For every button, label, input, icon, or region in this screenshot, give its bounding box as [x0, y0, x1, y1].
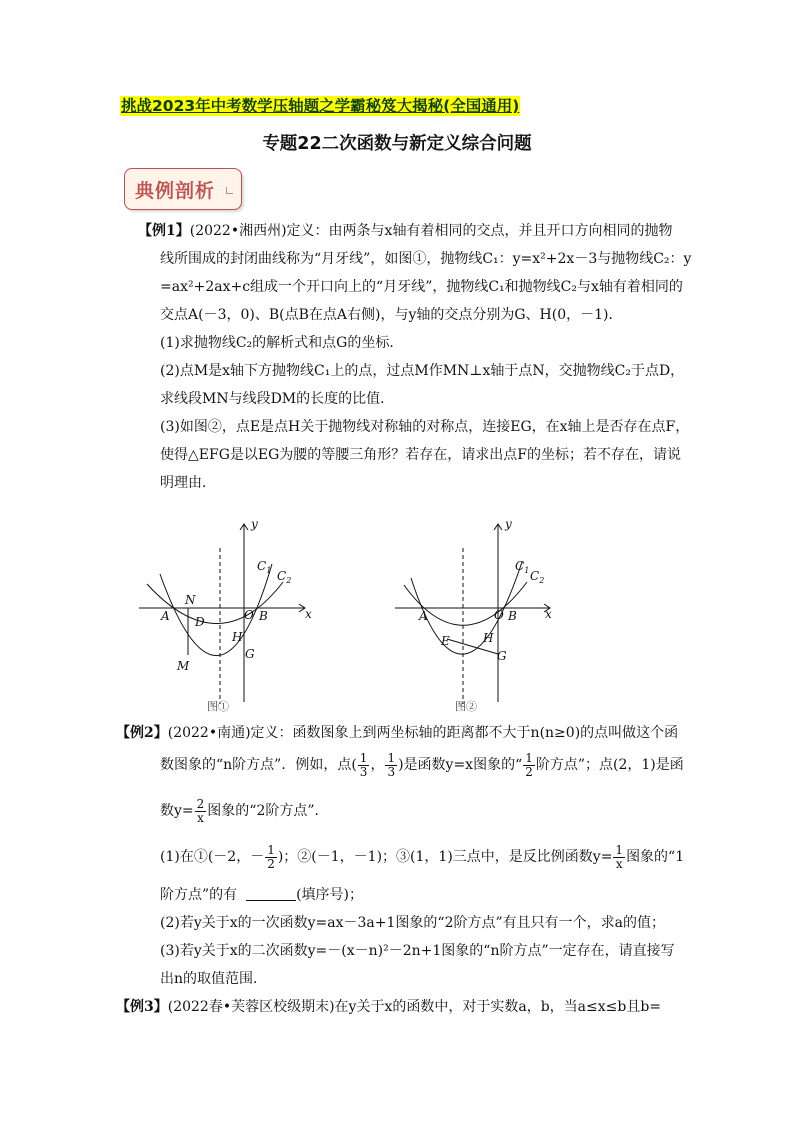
fig1-caption: 图①	[207, 700, 229, 713]
frac-two-over-x	[195, 798, 207, 825]
ex2-question1-cont	[160, 886, 363, 904]
fig1-label-h: H	[232, 630, 243, 644]
ex2-q1-part-a: (1)在①(－2，－	[160, 849, 265, 865]
frac-num: 1	[615, 842, 624, 857]
frac-one-third-b	[385, 752, 397, 779]
ex1-question3b: 使得△EFG是以EG为腰的等腰三角形？若存在，请求出点F的坐标；若不存在，请说	[160, 447, 681, 463]
frac-one-third-a	[358, 752, 370, 779]
fig1-label-c1	[257, 559, 271, 575]
fig1-c2-subscript: 2	[286, 576, 292, 585]
fig1-label-o: O	[244, 608, 254, 622]
ex2-question1	[160, 842, 684, 872]
frac-num: 1	[387, 750, 396, 765]
page-title: 专题22二次函数与新定义综合问题	[262, 134, 532, 154]
fig1-label-n: N	[185, 593, 196, 607]
fig2-label-o: O	[494, 608, 504, 622]
ex1-line3: =ax²+2ax+c组成一个开口向上的“月牙线”，抛物线C₁和抛物线C₂与x轴有着相同的	[160, 279, 683, 295]
fig2-c2-letter: C	[530, 569, 540, 583]
fig2-label-e: E	[441, 634, 450, 648]
figure-2	[395, 512, 560, 717]
fig1-c2-letter: C	[277, 569, 287, 583]
ex2-q1-part-e: (填序号)；	[296, 887, 364, 903]
fig2-c1-subscript: 1	[524, 566, 530, 575]
fig2-label-c2	[530, 569, 544, 585]
figure-1	[135, 512, 320, 717]
ex2-question2: (2)若y关于x的一次函数y=ax－3a+1图象的“2阶方点”有且只有一个，求a的值；	[160, 915, 665, 931]
frac-one-half	[523, 752, 535, 779]
section-badge	[124, 168, 242, 210]
frac-num: 2	[196, 796, 205, 811]
ex3-line1	[116, 998, 661, 1016]
frac-den: 2	[267, 856, 275, 871]
return-mark-icon	[226, 187, 233, 194]
frac-den: x	[615, 856, 623, 871]
ex1-label: 【例1】	[138, 223, 190, 239]
ex2-question3a: (3)若y关于x的二次函数y=－(x－n)²－2n+1图象的“n阶方点”一定存在，请直接写	[160, 943, 675, 959]
fig2-c2-subscript: 2	[539, 576, 545, 585]
fig2-caption: 图②	[455, 700, 477, 713]
ex2-line2-part-d: 阶方点”；点(2，1)是函	[535, 757, 684, 773]
fig2-label-g: G	[497, 649, 507, 663]
frac-den: 2	[525, 764, 533, 779]
frac-neg-one-half	[265, 844, 277, 871]
frac-num: 1	[359, 750, 368, 765]
ex1-line1	[138, 222, 672, 240]
frac-den: 3	[387, 764, 396, 779]
ex3-label: 【例3】	[116, 999, 168, 1015]
ex1-question3c: 明理由．	[160, 475, 216, 491]
ex2-line2-part-c: )是函数y=x图象的“	[398, 757, 523, 773]
ex2-line2-part-b: ，	[370, 757, 385, 773]
ex1-line1-text: (2022•湘西州)定义：由两条与x轴有着相同的交点，并且开口方向相同的抛物	[189, 223, 673, 239]
ex1-question3a: (3)如图②，点E是点H关于抛物线对称轴的对称点，连接EG，在x轴上是否存在点F，	[160, 419, 690, 435]
ex2-q1-part-c: 图象的“1	[626, 849, 685, 865]
frac-den: x	[197, 810, 204, 825]
fig1-c1-letter: C	[257, 559, 267, 573]
ex2-line1-text: (2022•南通)定义：函数图象上到两坐标轴的距离都不大于n(n≥0)的点叫做这个函	[167, 725, 679, 741]
fig2-label-a: A	[419, 609, 428, 623]
fig2-label-h: H	[483, 631, 494, 645]
fig2-c1-letter: C	[515, 559, 525, 573]
fig1-label-m: M	[177, 659, 190, 673]
ex2-line3-part-b: 图象的“2阶方点”．	[207, 803, 329, 819]
fig2-label-x: x	[545, 607, 552, 621]
fig2-label-y: y	[505, 517, 512, 531]
ex1-question2b: 求线段MN与线段DM的长度的比值．	[160, 391, 395, 407]
ex3-line1-text: (2022春•芙蓉区校级期末)在y关于x的函数中，对于实数a，b，当a≤x≤b且b=	[167, 999, 662, 1015]
ex2-q1-part-b: )；②(－1，－1)；③(1，1)三点中，是反比例函数y=	[277, 849, 613, 865]
ex2-line2-part-a: 数图象的“n阶方点”．例如，点(	[160, 757, 357, 773]
fig1-label-g: G	[245, 647, 255, 661]
fig1-label-a: A	[161, 609, 170, 623]
ex2-line2	[160, 750, 684, 780]
fig1-label-x: x	[305, 607, 312, 621]
ex1-line2: 线所围成的封闭曲线称为“月牙线”，如图①，抛物线C₁：y=x²+2x－3与抛物线C₂：y	[160, 251, 692, 267]
frac-num: 1	[267, 842, 275, 857]
ex2-line3	[160, 796, 329, 826]
fig1-label-b: B	[259, 609, 268, 623]
frac-one-over-x	[613, 844, 625, 871]
frac-den: 3	[359, 764, 368, 779]
fig1-label-d: D	[195, 615, 205, 629]
fig1-label-y: y	[251, 517, 258, 531]
fig2-label-b: B	[508, 609, 517, 623]
fig1-label-c2	[277, 569, 291, 585]
ex2-question3b: 出n的取值范围．	[160, 971, 268, 987]
ex1-line4: 交点A(－3，0)、B(点B在点A右侧)，与y轴的交点分别为G、H(0，－1)．	[160, 307, 623, 323]
ex2-line3-part-a: 数y=	[160, 803, 194, 819]
ex1-question2a: (2)点M是x轴下方抛物线C₁上的点，过点M作MN⊥x轴于点N，交抛物线C₂于点D，	[160, 363, 685, 379]
section-badge-label: 典例剖析	[135, 180, 216, 202]
ex2-label: 【例2】	[116, 725, 168, 741]
frac-num: 1	[525, 750, 533, 765]
fig2-label-c1	[515, 559, 529, 575]
ex1-question1: (1)求抛物线C₂的解析式和点G的坐标．	[160, 335, 404, 351]
series-banner: 挑战2023年中考数学压轴题之学霸秘笈大揭秘(全国通用)	[121, 97, 520, 115]
fig1-c1-subscript: 1	[266, 566, 272, 575]
ex2-line1	[116, 724, 678, 742]
answer-blank[interactable]	[246, 886, 296, 901]
ex2-q1-part-d: 阶方点”的有	[160, 887, 238, 903]
